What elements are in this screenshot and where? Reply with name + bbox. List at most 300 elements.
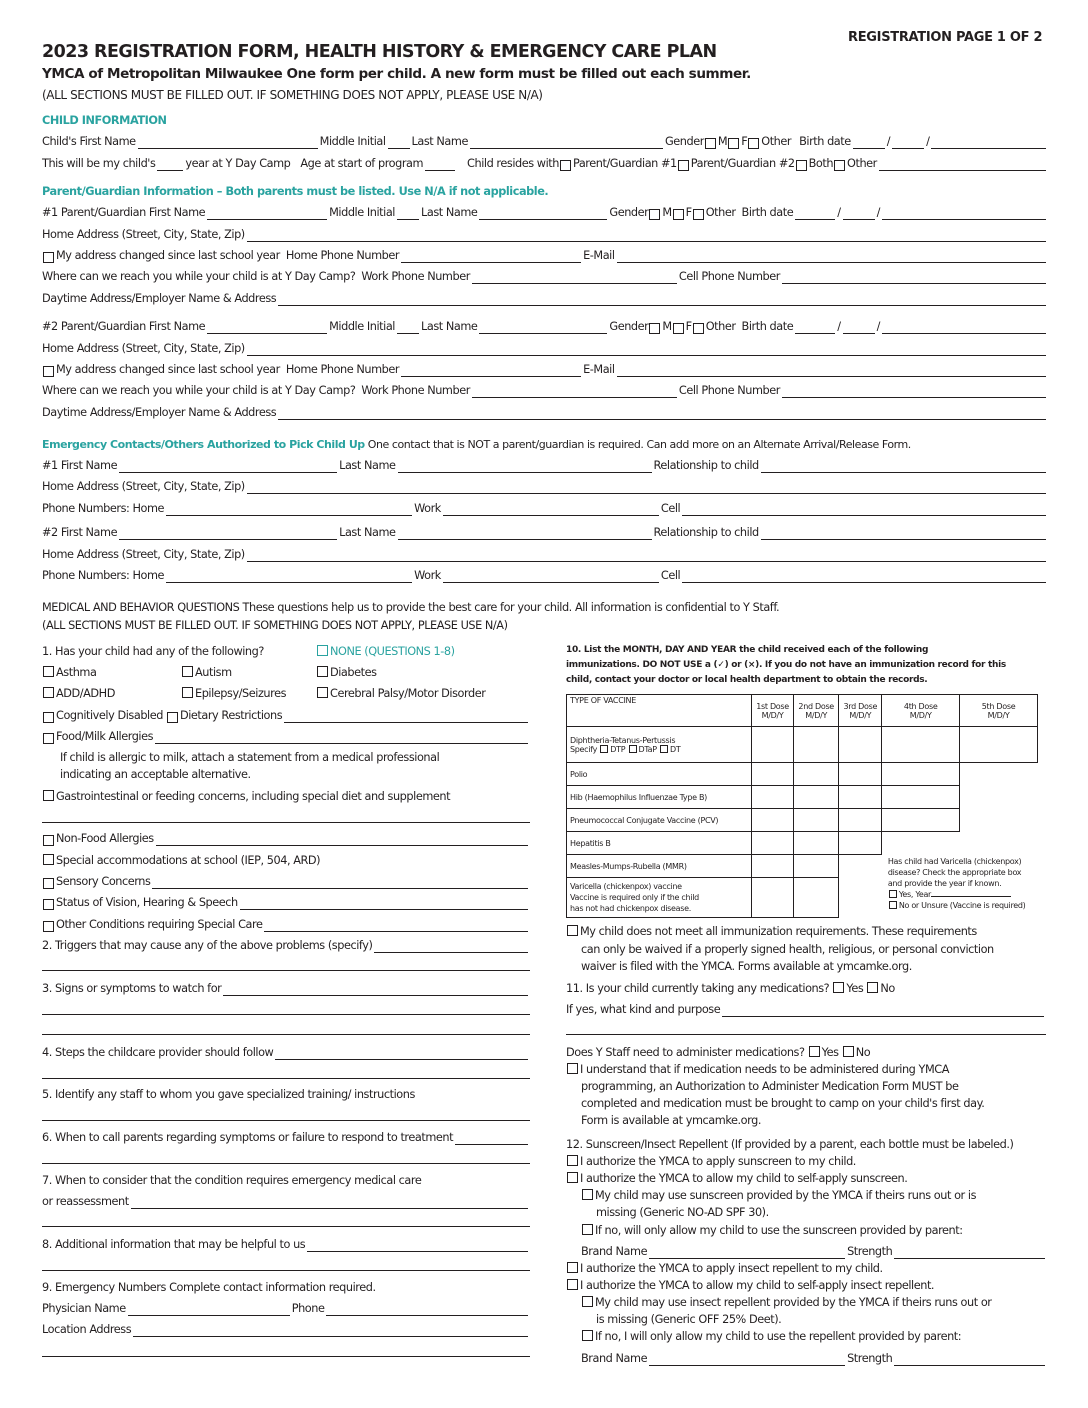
physician-phone-field[interactable] — [326, 1305, 528, 1316]
parent-rep-checkbox[interactable] — [582, 1330, 593, 1341]
child-first-name-field[interactable] — [138, 138, 318, 149]
imm-hepb-row — [567, 832, 1038, 855]
understand-line-1 — [566, 1063, 949, 1077]
var-yes-checkbox[interactable] — [889, 890, 897, 898]
resides-pg1-checkbox[interactable] — [560, 160, 571, 171]
mmr-dose1[interactable] — [752, 855, 794, 878]
parent2-reach-row — [42, 384, 1048, 398]
q4-field[interactable] — [275, 1049, 528, 1060]
meds-ifyes-row — [566, 1003, 1046, 1017]
gender-m-label: M — [717, 135, 728, 148]
parent2-address-row — [42, 342, 1048, 356]
resides-other-label: Other — [847, 157, 877, 170]
dietary-field[interactable] — [284, 712, 528, 723]
parent2-birth-year[interactable] — [882, 323, 1046, 334]
parent2-home-phone-field[interactable] — [401, 366, 581, 377]
diabetes-checkbox[interactable] — [317, 666, 328, 677]
contact1-first-field[interactable] — [119, 462, 337, 473]
pcv-dose4[interactable] — [882, 809, 960, 832]
contact1-relationship-field[interactable] — [761, 462, 1046, 473]
parent2-gender-m-checkbox[interactable] — [649, 323, 660, 334]
auth-sun-checkbox[interactable] — [567, 1155, 578, 1166]
sun-strength-field[interactable] — [894, 1248, 1045, 1259]
food-field[interactable] — [155, 733, 528, 744]
q10-line-1: 10. List the MONTH, DAY AND YEAR the child received each of the following — [566, 645, 929, 655]
parent2-email-field[interactable] — [617, 366, 1046, 377]
parent1-last-label: Last Name — [421, 206, 478, 219]
child-middle-initial-label: Middle Initial — [319, 135, 386, 148]
parent1-gender-f-checkbox[interactable] — [673, 209, 684, 220]
other-cond-label: Other Conditions requiring Special Care — [56, 918, 263, 931]
q3-field[interactable] — [223, 985, 528, 996]
hib-label: Hib (Haemophilus Influenzae Type B) — [567, 786, 752, 809]
gender-m-label: M — [662, 320, 672, 333]
child-gender-m-checkbox[interactable] — [705, 138, 716, 149]
parent2-cell-phone-field[interactable] — [782, 387, 1046, 398]
milk-note-2: indicating an acceptable alternative. — [60, 768, 251, 781]
parent2-middle-field[interactable] — [397, 323, 419, 334]
understand-label-1: I understand that if medication needs to be administered during YMCA — [580, 1063, 949, 1076]
gender-f-label: F — [685, 206, 692, 219]
sensory-checkbox[interactable] — [43, 878, 54, 889]
dose5-header: 5th Dose M/D/Y — [960, 695, 1038, 727]
understand-line-3: completed and medication must be brought to camp on your child's first day. — [581, 1097, 985, 1110]
parent2-home-address-label: Home Address (Street, City, State, Zip) — [42, 342, 245, 355]
gastro-checkbox[interactable] — [43, 790, 54, 801]
hepb-dose2[interactable] — [794, 832, 839, 855]
parent2-birth-day[interactable] — [843, 323, 875, 334]
pcv-dose1[interactable] — [752, 809, 794, 832]
q10-line-3: child, contact your doctor or local health department to obtain the records. — [566, 675, 928, 685]
hepb-dose1[interactable] — [752, 832, 794, 855]
self-sun-checkbox[interactable] — [567, 1172, 578, 1183]
pcv-dose3[interactable] — [839, 809, 882, 832]
parent1-gender-other-checkbox[interactable] — [693, 209, 704, 220]
dtp-dose2[interactable] — [794, 727, 839, 763]
contact2-phone-row — [42, 569, 1048, 583]
contact2-cell-field[interactable] — [682, 572, 1046, 583]
q3-field-3[interactable] — [42, 1034, 530, 1035]
mmr-dose2[interactable] — [794, 855, 839, 878]
q8-label: 8. Additional information that may be helpful to us — [42, 1238, 306, 1251]
autism-option — [181, 666, 232, 680]
dtp-checkbox[interactable] — [600, 745, 608, 753]
polio-dose4[interactable] — [882, 763, 960, 786]
meds-ifyes-field[interactable] — [722, 1006, 1044, 1017]
imm-type-header: TYPE OF VACCINE — [567, 695, 752, 727]
ymca-rep-label-1: My child may use insect repellent provided by the YMCA if theirs runs out or — [595, 1296, 992, 1309]
none-option — [316, 645, 455, 659]
parent1-cell-phone-label: Cell Phone Number — [678, 270, 780, 283]
staff-admin-yes-label: Yes — [821, 1046, 839, 1059]
dose3-header: 3rd Dose M/D/Y — [839, 695, 882, 727]
contact2-last-field[interactable] — [398, 529, 652, 540]
contact1-address-field[interactable] — [247, 483, 1046, 494]
cerebral-option — [316, 687, 485, 701]
parent1-birth-year[interactable] — [882, 209, 1046, 220]
mmr-label: Measles-Mumps-Rubella (MMR) — [567, 855, 752, 878]
parent2-first-name-label: #2 Parent/Guardian First Name — [42, 320, 206, 333]
food-row — [42, 730, 530, 744]
parent2-address-changed-label: My address changed since last school year — [56, 363, 280, 376]
rep-strength-label: Strength — [847, 1352, 893, 1365]
vision-label: Status of Vision, Hearing & Speech — [56, 896, 238, 909]
q1-label: 1. Has your child had any of the following? — [42, 645, 264, 658]
varicella-question — [882, 855, 1038, 918]
q6-label: 6. When to call parents regarding symptoms or failure to respond to treatment — [42, 1131, 454, 1144]
rep-brand-row — [581, 1352, 1047, 1366]
ymca-rep-line-1 — [581, 1296, 991, 1310]
self-sun-label: I authorize the YMCA to allow my child to self-apply sunscreen. — [580, 1172, 908, 1185]
varicella-dose1[interactable] — [752, 878, 794, 918]
child-middle-initial-field[interactable] — [388, 138, 410, 149]
pcv-dose2[interactable] — [794, 809, 839, 832]
polio-dose2[interactable] — [794, 763, 839, 786]
emergency-heading: Emergency Contacts/Others Authorized to Pick Child Up — [42, 438, 365, 451]
parent1-cell-phone-field[interactable] — [782, 273, 1046, 284]
parent2-work-phone-label: Work Phone Number — [361, 384, 470, 397]
year-number-field[interactable] — [157, 160, 183, 171]
parent2-phone-row — [42, 363, 1048, 377]
waiver-label-1: My child does not meet all immunization requirements. These requirements — [580, 925, 977, 938]
parent-rep-line — [581, 1330, 961, 1344]
emergency-note: One contact that is NOT a parent/guardian is required. Can add more on an Alternate Arrival/Release Form. — [367, 438, 911, 451]
autism-checkbox[interactable] — [182, 666, 193, 677]
nonfood-checkbox[interactable] — [43, 835, 54, 846]
q7a-label: 7. When to consider that the condition requires emergency medical care — [42, 1174, 422, 1187]
resides-both-checkbox[interactable] — [796, 160, 807, 171]
child-gender-other-checkbox[interactable] — [748, 138, 759, 149]
parent-info-heading: Parent/Guardian Information – Both parents must be listed. Use N/A if not applicable. — [42, 185, 549, 198]
parent2-home-address-field[interactable] — [247, 345, 1046, 356]
contact1-phone-row — [42, 502, 1048, 516]
special-checkbox[interactable] — [43, 854, 54, 865]
q8-field-2[interactable] — [42, 1270, 530, 1271]
parent1-first-name-field[interactable] — [207, 209, 327, 220]
parent2-cell-phone-label: Cell Phone Number — [678, 384, 780, 397]
parent2-daytime-label: Daytime Address/Employer Name & Address — [42, 406, 277, 419]
parent1-gender-m-checkbox[interactable] — [649, 209, 660, 220]
parent1-home-address-field[interactable] — [247, 231, 1046, 242]
parent1-last-field[interactable] — [479, 209, 607, 220]
parent2-last-field[interactable] — [479, 323, 607, 334]
waiver-line-1 — [566, 925, 977, 939]
ymca-rep-checkbox[interactable] — [582, 1296, 593, 1307]
parent1-birth-month[interactable] — [795, 209, 835, 220]
contact2-name-row — [42, 526, 1048, 540]
staff-admin-line — [566, 1046, 870, 1060]
vision-row — [42, 896, 530, 910]
medical-heading-line — [42, 601, 779, 615]
physician-field[interactable] — [128, 1305, 290, 1316]
ymca-sun-line-2: missing (Generic NO-AD SPF 30). — [596, 1206, 769, 1219]
form-notice: (ALL SECTIONS MUST BE FILLED OUT. IF SOMETHING DOES NOT APPLY, PLEASE USE N/A) — [42, 88, 543, 102]
self-rep-label: I authorize the YMCA to allow my child to self-apply insect repellent. — [580, 1279, 935, 1292]
parent2-birth-month[interactable] — [795, 323, 835, 334]
hepb-label: Hepatitis B — [567, 832, 752, 855]
child-birth-year-field[interactable] — [931, 138, 1046, 149]
parent2-daytime-row — [42, 406, 1048, 420]
meds-field-2[interactable] — [566, 1034, 1046, 1035]
meds-no-checkbox[interactable] — [867, 982, 878, 993]
asthma-option — [42, 666, 96, 680]
asthma-checkbox[interactable] — [43, 666, 54, 677]
varicella-dose2[interactable] — [794, 878, 839, 918]
meds-ifyes-label: If yes, what kind and purpose — [566, 1003, 721, 1016]
hepb-dose3[interactable] — [839, 832, 882, 855]
contact2-work-field[interactable] — [443, 572, 659, 583]
imm-hib-row — [567, 786, 1038, 809]
vision-checkbox[interactable] — [43, 899, 54, 910]
ymca-sun-checkbox[interactable] — [582, 1189, 593, 1200]
var-yes-label: Yes, Year — [898, 889, 932, 899]
resides-both-label: Both — [808, 157, 834, 170]
contact1-last-field[interactable] — [398, 462, 652, 473]
polio-dose3[interactable] — [839, 763, 882, 786]
parent2-work-phone-field[interactable] — [472, 387, 677, 398]
rep-strength-field[interactable] — [894, 1355, 1045, 1366]
q2-field[interactable] — [374, 942, 528, 953]
resides-pg2-label: Parent/Guardian #2 — [690, 157, 795, 170]
polio-dose1[interactable] — [752, 763, 794, 786]
contact2-address-label: Home Address (Street, City, State, Zip) — [42, 548, 245, 561]
rep-brand-field[interactable] — [649, 1355, 845, 1366]
child-gender-f-checkbox[interactable] — [728, 138, 739, 149]
meds-yes-label: Yes — [846, 982, 864, 995]
contact1-name-row — [42, 459, 1048, 473]
q6-row — [42, 1131, 530, 1145]
parent2-email-label: E-Mail — [583, 363, 615, 376]
resides-with-label: Child resides with — [467, 157, 559, 170]
var-q3: and provide the year if known. — [887, 878, 1002, 888]
autism-label: Autism — [195, 666, 232, 679]
gender-other-label: Other — [705, 206, 736, 219]
hib-blank — [960, 786, 1038, 809]
dose2-header: 2nd Dose M/D/Y — [794, 695, 839, 727]
polio-label: Polio — [567, 763, 752, 786]
q2-row — [42, 939, 530, 953]
parent2-first-name-field[interactable] — [207, 323, 327, 334]
age-start-field[interactable] — [425, 160, 455, 171]
none-checkbox[interactable] — [317, 645, 328, 656]
var-no-checkbox[interactable] — [889, 901, 897, 909]
q6-field-2[interactable] — [42, 1163, 530, 1164]
parent1-middle-label: Middle Initial — [329, 206, 395, 219]
q7-row — [42, 1195, 530, 1209]
hib-dose4[interactable] — [882, 786, 960, 809]
sensory-label: Sensory Concerns — [56, 875, 151, 888]
dt-checkbox[interactable] — [660, 745, 668, 753]
contact1-first-label: #1 First Name — [42, 459, 118, 472]
cerebral-checkbox[interactable] — [317, 687, 328, 698]
self-rep-line — [566, 1279, 934, 1293]
contact2-cell-label: Cell — [660, 569, 681, 582]
q11-line — [566, 982, 895, 996]
dietary-checkbox[interactable] — [167, 712, 178, 723]
parent1-middle-field[interactable] — [397, 209, 419, 220]
epilepsy-checkbox[interactable] — [182, 687, 193, 698]
other-cond-field[interactable] — [264, 921, 528, 932]
q2-field-2[interactable] — [42, 970, 530, 971]
contact1-phone-home-field[interactable] — [166, 505, 412, 516]
contact2-last-label: Last Name — [339, 526, 396, 539]
q12-label: 12. Sunscreen/Insect Repellent (If provided by a parent, each bottle must be labeled.) — [566, 1138, 1014, 1151]
parent1-name-row: #1 Parent/Guardian First Name Middle Initial Last Name Gender M F Other Birth date / / — [42, 206, 1048, 220]
contact2-relationship-label: Relationship to child — [653, 526, 759, 539]
food-checkbox[interactable] — [43, 733, 54, 744]
ymca-rep-line-2: is missing (Generic OFF 25% Deet). — [596, 1313, 782, 1326]
special-label: Special accommodations at school (IEP, 504, ARD) — [56, 854, 321, 867]
parent1-reach-row — [42, 270, 1048, 284]
sensory-field[interactable] — [152, 878, 528, 889]
dtp-dose4[interactable] — [882, 727, 960, 763]
parent2-name-row: #2 Parent/Guardian First Name Middle Initial Last Name Gender M F Other Birth date / / — [42, 320, 1048, 334]
add-checkbox[interactable] — [43, 687, 54, 698]
waiver-line-3: waiver is filed with the YMCA. Forms available at ymcamke.org. — [581, 960, 912, 973]
parent1-birth-label: Birth date — [741, 206, 794, 219]
gender-m-label: M — [662, 206, 672, 219]
self-rep-checkbox[interactable] — [567, 1279, 578, 1290]
contact2-phone-home-field[interactable] — [166, 572, 412, 583]
dose4-header: 4th Dose M/D/Y — [882, 695, 960, 727]
q7-field[interactable] — [131, 1198, 528, 1209]
meds-yes-checkbox[interactable] — [833, 982, 844, 993]
parent1-gender-label: Gender — [609, 206, 649, 219]
contact2-address-field[interactable] — [247, 551, 1046, 562]
child-birth-date-label: Birth date — [799, 135, 851, 148]
dtp-dose1[interactable] — [752, 727, 794, 763]
staff-admin-no-checkbox[interactable] — [843, 1046, 854, 1057]
parent-sun-checkbox[interactable] — [582, 1224, 593, 1235]
q6-field[interactable] — [455, 1134, 528, 1145]
contact1-relationship-label: Relationship to child — [653, 459, 759, 472]
polio-blank — [960, 763, 1038, 786]
parent1-daytime-label: Daytime Address/Employer Name & Address — [42, 292, 277, 305]
understand-line-2: programming, an Authorization to Administer Medication Form MUST be — [581, 1080, 959, 1093]
contact1-work-field[interactable] — [443, 505, 659, 516]
child-info-heading: CHILD INFORMATION — [42, 114, 167, 127]
meds-no-label: No — [880, 982, 895, 995]
imm-polio-row — [567, 763, 1038, 786]
child-name-row: Child's First Name Middle Initial Last Name Gender M F Other Birth date / / — [42, 135, 1048, 149]
q8-field[interactable] — [307, 1241, 528, 1252]
auth-sun-line — [566, 1155, 856, 1169]
cognitive-checkbox[interactable] — [43, 712, 54, 723]
parent2-gender-other-checkbox[interactable] — [693, 323, 704, 334]
gastro-field[interactable] — [42, 822, 530, 823]
var-q1: Has child had Varicella (chickenpox) — [887, 856, 1022, 866]
parent-sun-label: If no, will only allow my child to use the sunscreen provided by parent: — [595, 1224, 963, 1237]
parent1-reach-label: Where can we reach you while your child is at Y Day Camp? — [42, 270, 356, 283]
q3-field-2[interactable] — [42, 1014, 530, 1015]
q4-field-2[interactable] — [42, 1078, 530, 1079]
nonfood-label: Non-Food Allergies — [56, 832, 154, 845]
add-label: ADD/ADHD — [56, 687, 115, 700]
parent1-email-label: E-Mail — [583, 249, 615, 262]
parent2-home-phone-label: Home Phone Number — [285, 363, 400, 376]
parent1-address-row — [42, 228, 1048, 242]
understand-checkbox[interactable] — [567, 1063, 578, 1074]
hib-dose1[interactable] — [752, 786, 794, 809]
gender-f-label: F — [685, 320, 692, 333]
location-label: Location Address — [42, 1323, 132, 1336]
q7-field-2[interactable] — [42, 1226, 530, 1227]
dtp-dose5[interactable] — [960, 727, 1038, 763]
resides-other-checkbox[interactable] — [834, 160, 845, 171]
location-field-2[interactable] — [42, 1356, 530, 1357]
staff-admin-yes-checkbox[interactable] — [809, 1046, 820, 1057]
gender-other-label: Other — [705, 320, 736, 333]
parent2-address-changed-checkbox[interactable] — [43, 366, 54, 377]
dtp-label-cell: Diphtheria-Tetanus-Pertussis Specify DTP DTaP DT — [567, 727, 752, 763]
sun-brand-field[interactable] — [649, 1248, 845, 1259]
parent1-address-changed-checkbox[interactable] — [43, 252, 54, 263]
parent1-home-phone-field[interactable] — [401, 252, 581, 263]
hib-dose2[interactable] — [794, 786, 839, 809]
q5-field[interactable] — [42, 1120, 530, 1121]
var-year-field[interactable] — [931, 896, 1011, 897]
parent1-first-name-label: #1 Parent/Guardian First Name — [42, 206, 206, 219]
parent1-birth-day[interactable] — [843, 209, 875, 220]
contact2-work-label: Work — [414, 569, 441, 582]
imm-mmr-row — [567, 855, 1038, 878]
pcv-blank — [960, 809, 1038, 832]
q5-label: 5. Identify any staff to whom you gave specialized training/ instructions — [42, 1088, 415, 1101]
child-birth-month-field[interactable] — [853, 138, 885, 149]
dtap-checkbox[interactable] — [629, 745, 637, 753]
child-birth-day-field[interactable] — [892, 138, 924, 149]
vision-field[interactable] — [240, 899, 528, 910]
location-field[interactable] — [133, 1326, 528, 1337]
other-cond-checkbox[interactable] — [43, 921, 54, 932]
understand-line-4: Form is available at ymcamke.org. — [581, 1114, 761, 1127]
mmr-blank — [839, 855, 882, 878]
parent1-work-phone-label: Work Phone Number — [361, 270, 470, 283]
imm-header-row — [567, 695, 1038, 727]
contact2-relationship-field[interactable] — [761, 529, 1046, 540]
child-gender-label: Gender — [664, 135, 704, 148]
contact2-first-field[interactable] — [119, 529, 337, 540]
parent2-gender-f-checkbox[interactable] — [673, 323, 684, 334]
parent1-daytime-field[interactable] — [278, 295, 1046, 306]
resides-pg2-checkbox[interactable] — [678, 160, 689, 171]
contact1-address-label: Home Address (Street, City, State, Zip) — [42, 480, 245, 493]
nonfood-field[interactable] — [156, 835, 528, 846]
resides-other-field[interactable] — [879, 160, 1046, 171]
hib-dose3[interactable] — [839, 786, 882, 809]
contact1-cell-field[interactable] — [682, 505, 1046, 516]
parent2-gender-label: Gender — [609, 320, 649, 333]
age-start-label: Age at start of program — [300, 157, 424, 170]
auth-sun-label: I authorize the YMCA to apply sunscreen to my child. — [580, 1155, 856, 1168]
asthma-label: Asthma — [56, 666, 97, 679]
child-last-name-field[interactable] — [470, 138, 663, 149]
staff-admin-label: Does Y Staff need to administer medications? — [566, 1046, 805, 1059]
waiver-checkbox[interactable] — [567, 925, 578, 936]
auth-rep-checkbox[interactable] — [567, 1262, 578, 1273]
parent-rep-label: If no, I will only allow my child to use the repellent provided by parent: — [595, 1330, 962, 1343]
dose1-header: 1st Dose M/D/Y — [752, 695, 794, 727]
auth-rep-line — [566, 1262, 883, 1276]
diabetes-option — [316, 666, 377, 680]
var-no-label: No or Unsure (Vaccine is required) — [898, 900, 1026, 910]
parent2-daytime-field[interactable] — [278, 409, 1046, 420]
parent1-email-field[interactable] — [617, 252, 1046, 263]
parent2-reach-label: Where can we reach you while your child is at Y Day Camp? — [42, 384, 356, 397]
parent2-birth-label: Birth date — [741, 320, 794, 333]
dtp-dose3[interactable] — [839, 727, 882, 763]
parent1-work-phone-field[interactable] — [472, 273, 677, 284]
